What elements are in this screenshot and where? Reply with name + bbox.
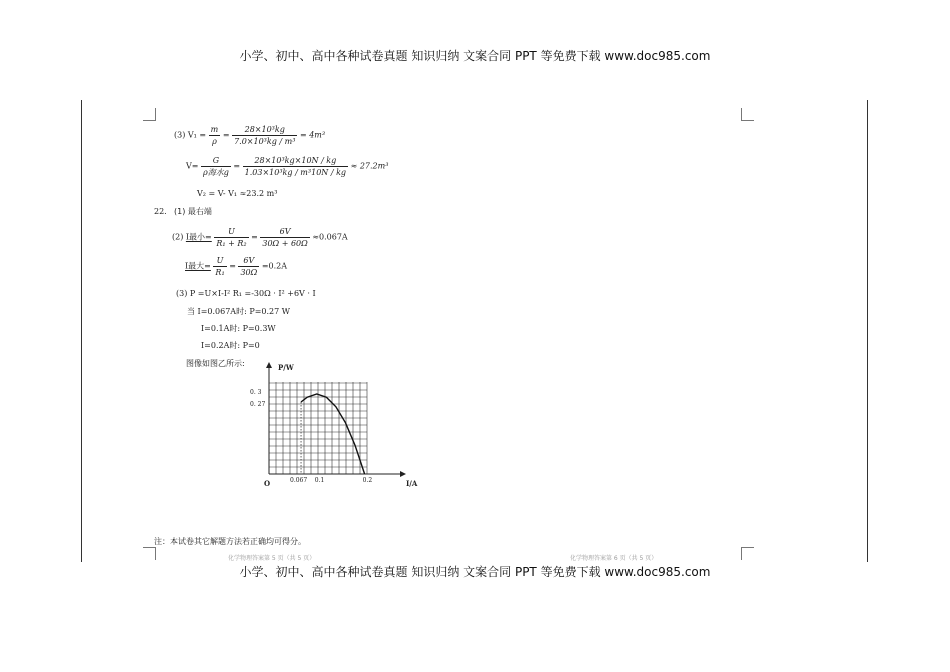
fraction-denominator: ρ海水g: [203, 168, 229, 178]
current-min-result: ≈0.067A: [312, 232, 348, 242]
fraction-numerator: G: [201, 156, 231, 167]
page-border-right: [867, 100, 868, 562]
x-tick-label: 0.067: [290, 477, 308, 484]
fraction-numerator: 28×10³kg: [232, 125, 297, 136]
fraction-denominator: ρ: [212, 137, 217, 147]
fraction-u-over-r1r2: [214, 227, 248, 248]
q22-imin-equation: [172, 227, 348, 248]
footer-page-number-right: 化学物理答案第 6 页（共 5 页）: [570, 555, 658, 562]
q22-case-1: 当 I=0.067A时: P=0.27 W: [187, 307, 290, 316]
fraction-numerator: U: [213, 256, 226, 267]
fraction-denominator: 30Ω: [240, 268, 258, 278]
chart-labels: [250, 363, 418, 488]
fraction-denominator: R₁ + R₂: [216, 239, 247, 249]
v1-result: = 4m³: [299, 130, 326, 140]
crop-mark-top-left: [143, 108, 156, 121]
y-axis-arrow-icon: [266, 362, 272, 368]
fraction-mass-over-density: [232, 125, 297, 146]
q22-part1: (1) 最右端: [174, 207, 212, 216]
fraction-numerator: m: [209, 125, 221, 136]
crop-mark-bottom-right: [741, 547, 754, 560]
fraction-denominator: R₁: [215, 268, 225, 278]
fraction-numerator: 6V: [238, 256, 259, 267]
fraction-denominator: 1.03×10³kg / m³10N / kg: [244, 168, 347, 178]
fraction-numerator: 6V: [260, 227, 309, 238]
q22-case-2: I=0.1A时: P=0.3W: [201, 324, 276, 333]
crop-mark-bottom-left: [143, 547, 156, 560]
equals-sign: =: [233, 161, 241, 171]
y-axis-label: P/W: [278, 363, 294, 372]
fraction-6v-over-30ohm: [238, 256, 259, 277]
q22-case-3: I=0.2A时: P=0: [201, 341, 260, 350]
fraction-weight-over-density: [243, 156, 348, 177]
q22-part2-label: (2): [172, 232, 184, 242]
v-symbol: V=: [186, 161, 199, 171]
q21-v2-line: V₂ = V- V₁ ≈23.2 m³: [197, 189, 278, 198]
page-border-left: [81, 100, 82, 562]
chart-series: [301, 394, 365, 474]
equals-sign: =: [222, 130, 230, 140]
x-axis-arrow-icon: [400, 471, 406, 477]
fraction-denominator: 7.0×10³kg / m³: [234, 137, 296, 147]
equals-sign: =: [251, 232, 258, 242]
q22-number: 22.: [154, 207, 167, 216]
v-result: ≈ 27.2m³: [350, 161, 389, 171]
footer-note: 注：本试卷其它解题方法若正确均可得分。: [154, 537, 306, 546]
fraction-numerator: 28×10³kg×10N / kg: [243, 156, 348, 167]
chart-grid: [269, 382, 367, 474]
site-banner-top: 小学、初中、高中各种试卷真题 知识归纳 文案合同 PPT 等免费下载 www.doc985.com: [239, 49, 711, 63]
fraction-denominator: 30Ω + 60Ω: [262, 239, 308, 249]
current-min-symbol: I最小=: [185, 232, 212, 242]
fraction-m-over-rho: [209, 125, 221, 146]
fraction-6v-over-90ohm: [260, 227, 309, 248]
x-axis-label: I/A: [406, 479, 418, 488]
equals-sign: =: [229, 261, 236, 271]
current-max-result: =0.2A: [261, 261, 288, 271]
q21-part3-label: (3): [174, 130, 186, 140]
fraction-u-over-r1: [213, 256, 226, 277]
q22-imax-equation: [185, 256, 287, 277]
q21-v-equation: [186, 156, 388, 177]
x-tick-label: 0.1: [314, 477, 325, 484]
v1-symbol: V₁ =: [187, 130, 207, 140]
x-tick-label: 0.2: [362, 477, 373, 484]
fraction-numerator: U: [214, 227, 248, 238]
graph-caption: 图像如图乙所示:: [186, 359, 245, 368]
y-tick-label: 0. 27: [250, 401, 266, 408]
y-tick-label: 0. 3: [250, 389, 262, 396]
series-line-P: [301, 394, 365, 474]
q22-part3-equation: (3) P =U×I-I² R₁ =-30Ω · I² +6V · I: [176, 289, 316, 298]
current-max-symbol: I最大=: [185, 261, 211, 271]
site-banner-bottom: 小学、初中、高中各种试卷真题 知识归纳 文案合同 PPT 等免费下载 www.doc985.com: [239, 565, 711, 579]
fraction-g-over-rho-g: [201, 156, 231, 177]
footer-page-number-left: 化学物理答案第 5 页（共 5 页）: [228, 555, 316, 562]
q21-v1-equation: [174, 125, 325, 146]
origin-label: O: [264, 479, 271, 488]
power-current-chart: [250, 360, 450, 496]
crop-mark-top-right: [741, 108, 754, 121]
